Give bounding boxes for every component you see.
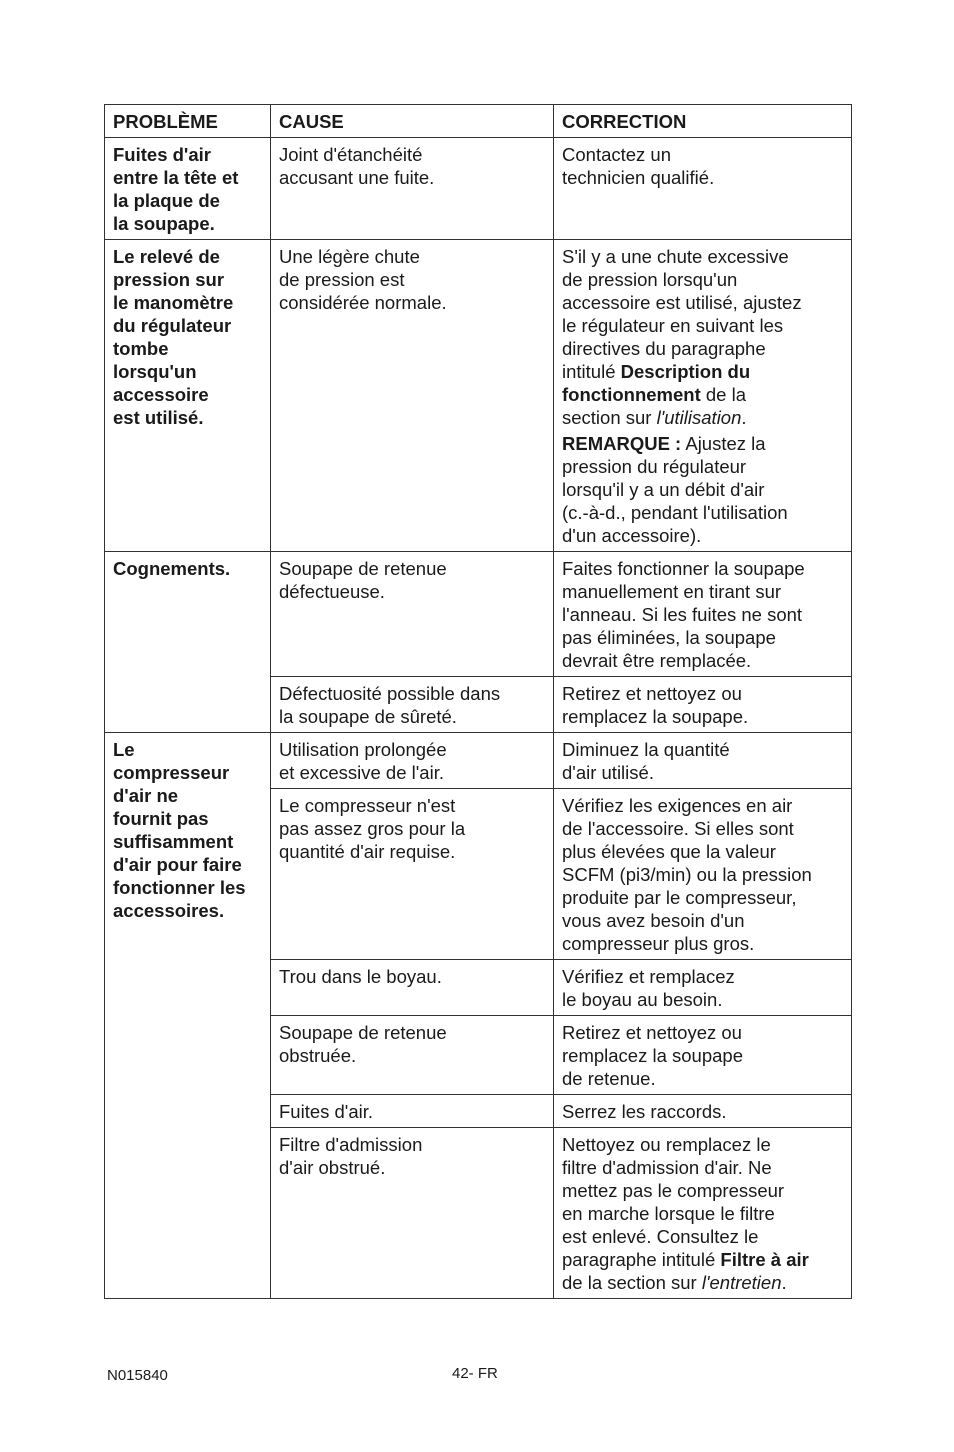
cause-cell [271,1016,554,1095]
cause-line: Joint d'étanchéité [279,144,423,165]
text-run: Ajustez la [681,433,766,454]
cause-cell [271,960,554,1016]
correction-cell [554,1128,852,1299]
italic-reference: l'utilisation [656,407,742,428]
note-line: pression du régulateur [562,456,747,477]
cause-line: Soupape de retenue [279,558,447,579]
cause-line: pas assez gros pour la [279,818,466,839]
table-row [105,138,852,240]
text-run: de la section sur [562,1272,702,1293]
note-line [562,432,843,455]
page-number: 42- FR [452,1365,498,1382]
header-cause: CAUSE [271,105,554,138]
cause-line: Défectuosité possible dans [279,683,501,704]
text-run: . [781,1272,787,1293]
correction-line: devrait être remplacée. [562,650,752,671]
problem-cell [105,733,271,1299]
correction-line: l'anneau. Si les fuites ne sont [562,604,803,625]
correction-line [562,360,843,383]
correction-line: Serrez les raccords. [562,1101,727,1122]
text-run: intitulé [562,361,621,382]
cause-cell [271,240,554,552]
text-run: paragraphe intitulé [562,1249,721,1270]
correction-line: plus élevées que la valeur [562,841,776,862]
bold-reference: Filtre à air [720,1249,809,1270]
problem-cell [105,552,271,733]
note-line: (c.-à-d., pendant l'utilisation [562,502,788,523]
cause-cell [271,733,554,789]
cause-cell [271,552,554,677]
header-probleme: PROBLÈME [105,105,271,138]
correction-cell [554,240,852,552]
problem-line: entre la tête et [113,167,239,188]
correction-line: Nettoyez ou remplacez le [562,1134,771,1155]
document-code: N015840 [107,1367,168,1384]
cause-cell [271,1095,554,1128]
note-line: d'un accessoire). [562,525,702,546]
cause-line: Trou dans le boyau. [279,966,442,987]
correction-cell [554,138,852,240]
cause-line: accusant une fuite. [279,167,435,188]
cause-line: Utilisation prolongée [279,739,447,760]
cause-line: Une légère chute [279,246,420,267]
correction-cell [554,733,852,789]
correction-line: d'air utilisé. [562,762,654,783]
table-row [105,733,852,789]
note-line: lorsqu'il y a un débit d'air [562,479,765,500]
problem-line: tombe [113,338,169,359]
correction-line: Retirez et nettoyez ou [562,1022,742,1043]
bold-reference: fonctionnement [562,384,701,405]
cause-line: quantité d'air requise. [279,841,456,862]
problem-line: fournit pas [113,808,209,829]
correction-line: de retenue. [562,1068,656,1089]
problem-line: Le relevé de [113,246,220,267]
correction-line: accessoire est utilisé, ajustez [562,292,802,313]
correction-line: Contactez un [562,144,672,165]
problem-line: fonctionner les [113,877,246,898]
cause-cell [271,677,554,733]
problem-line: Fuites d'air [113,144,211,165]
problem-line: du régulateur [113,315,232,336]
correction-line: Faites fonctionner la soupape [562,558,805,579]
correction-cell [554,1016,852,1095]
correction-cell [554,552,852,677]
correction-line [562,1248,843,1271]
cause-line: Fuites d'air. [279,1101,374,1122]
note-label: REMARQUE : [562,433,682,454]
correction-line: directives du paragraphe [562,338,766,359]
cause-line: la soupape de sûreté. [279,706,457,727]
correction-cell [554,960,852,1016]
correction-line: de l'accessoire. Si elles sont [562,818,794,839]
cause-line: défectueuse. [279,581,385,602]
correction-line: remplacez la soupape [562,1045,743,1066]
cause-line: d'air obstrué. [279,1157,386,1178]
problem-line: est utilisé. [113,407,204,428]
correction-line: manuellement en tirant sur [562,581,782,602]
correction-line: remplacez la soupape. [562,706,749,727]
problem-line: Le [113,739,135,760]
correction-line [562,1271,843,1294]
correction-line: Retirez et nettoyez ou [562,683,742,704]
table-row [105,240,852,552]
problem-line: pression sur [113,269,225,290]
problem-line: lorsqu'un [113,361,197,382]
correction-line: SCFM (pi3/min) ou la pression [562,864,812,885]
cause-line: de pression est [279,269,405,290]
text-run: section sur [562,407,657,428]
correction-line: le boyau au besoin. [562,989,723,1010]
cause-line: obstruée. [279,1045,357,1066]
text-run: de la [700,384,747,405]
problem-line: la soupape. [113,213,215,234]
correction-line: vous avez besoin d'un [562,910,745,931]
problem-line: le manomètre [113,292,234,313]
problem-line: suffisamment [113,831,234,852]
cause-cell [271,1128,554,1299]
correction-line: filtre d'admission d'air. Ne [562,1157,772,1178]
table-row [105,552,852,677]
problem-line: d'air pour faire [113,854,242,875]
cause-line: Le compresseur n'est [279,795,456,816]
problem-line: accessoires. [113,900,225,921]
cause-line: Filtre d'admission [279,1134,423,1155]
correction-line: technicien qualifié. [562,167,715,188]
table-header-row [105,105,852,138]
header-correction: CORRECTION [554,105,852,138]
bold-reference: Description du [620,361,751,382]
problem-line: d'air ne [113,785,179,806]
correction-line: Vérifiez et remplacez [562,966,735,987]
problem-line: la plaque de [113,190,220,211]
correction-line [562,383,843,406]
cause-line: et excessive de l'air. [279,762,444,783]
text-run: . [741,407,747,428]
correction-line: Vérifiez les exigences en air [562,795,793,816]
correction-line: de pression lorsqu'un [562,269,738,290]
troubleshooting-table [104,104,852,1299]
correction-line: le régulateur en suivant les [562,315,784,336]
correction-line: compresseur plus gros. [562,933,755,954]
italic-reference: l'entretien [701,1272,782,1293]
correction-cell [554,677,852,733]
problem-cell [105,138,271,240]
cause-line: considérée normale. [279,292,447,313]
correction-line: produite par le compresseur, [562,887,797,908]
correction-cell [554,789,852,960]
problem-line: compresseur [113,762,230,783]
correction-line: mettez pas le compresseur [562,1180,785,1201]
cause-line: Soupape de retenue [279,1022,447,1043]
correction-line: S'il y a une chute excessive [562,246,789,267]
correction-line: Diminuez la quantité [562,739,730,760]
cause-cell [271,138,554,240]
correction-line [562,406,843,429]
correction-line: pas éliminées, la soupape [562,627,776,648]
problem-line: accessoire [113,384,209,405]
correction-line: en marche lorsque le filtre [562,1203,775,1224]
correction-line: est enlevé. Consultez le [562,1226,759,1247]
cause-cell [271,789,554,960]
problem-line: Cognements. [113,558,231,579]
correction-cell [554,1095,852,1128]
problem-cell [105,240,271,552]
